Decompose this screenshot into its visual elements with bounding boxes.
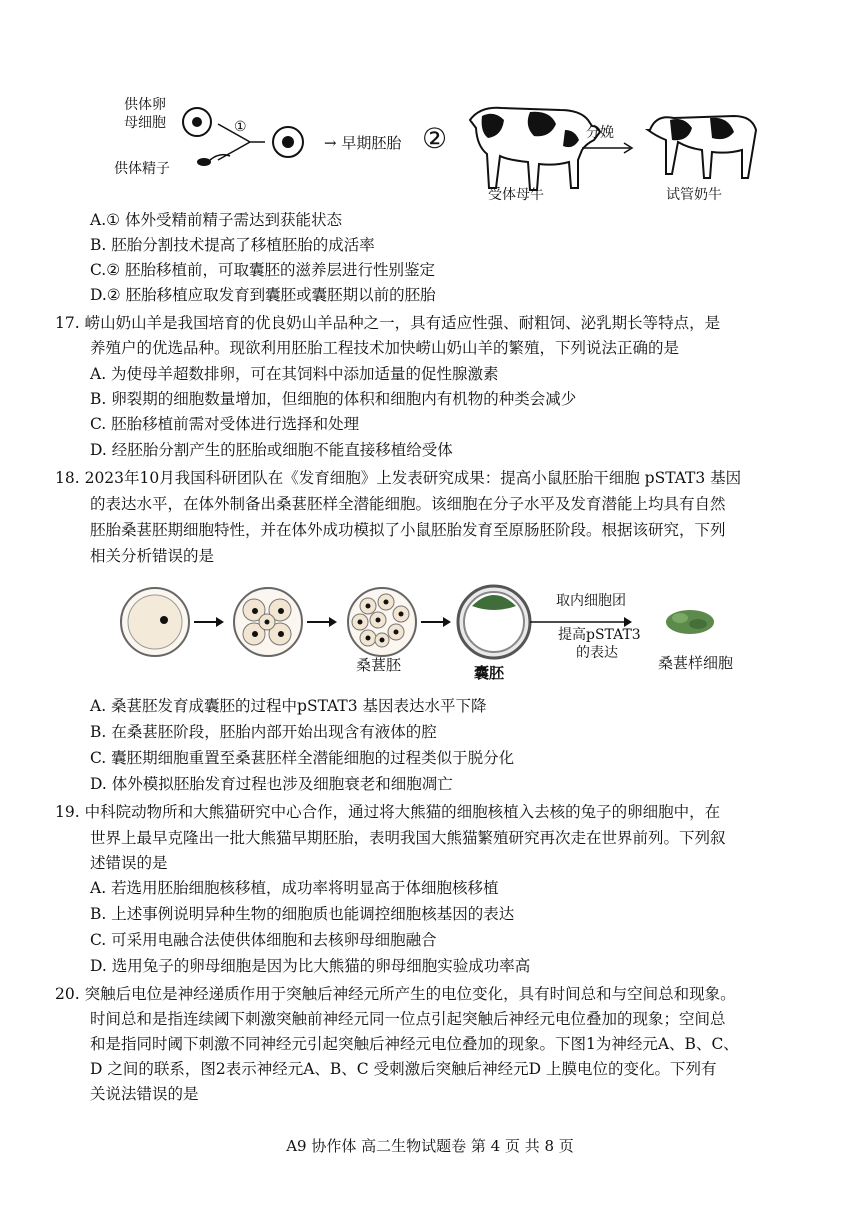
q18-option-b: B. 在桑葚胚阶段，胚胎内部开始出现含有液体的腔	[90, 723, 437, 741]
q17-option-a: A. 为使母羊超数排卵，可在其饲料中添加适量的促性腺激素	[90, 365, 499, 383]
label-donor-egg-1: 供体卵	[124, 97, 166, 113]
raise-pstat3-label: 提高pSTAT3	[558, 627, 641, 643]
q18-stem-2: 的表达水平，在体外制备出桑葚胚样全潜能细胞。该细胞在分子水平及发育潜能上均具有自然	[90, 495, 726, 513]
blastocyst-label: 囊胚	[474, 664, 505, 682]
test-tube-cow-label: 试管奶牛	[666, 187, 722, 203]
q18-option-a: A. 桑葚胚发育成囊胚的过程中pSTAT3 基因表达水平下降	[90, 697, 487, 715]
step1-label: ①	[234, 119, 247, 135]
take-icm-label: 取内细胞团	[556, 593, 626, 609]
morula-label: 桑葚胚	[356, 656, 402, 674]
embryo-stages-svg	[110, 580, 790, 690]
q16-option-a: A.① 体外受精前精子需达到获能状态	[90, 211, 342, 229]
q18-option-c: C. 囊胚期细胞重置至桑葚胚样全潜能细胞的过程类似于脱分化	[90, 749, 515, 767]
expression-label: 的表达	[576, 645, 618, 661]
q19-option-a: A. 若选用胚胎细胞核移植，成功率将明显高于体细胞核移植	[90, 879, 499, 897]
step2-label: ②	[422, 122, 448, 155]
q20-stem-1: 20. 突触后电位是神经递质作用于突触后神经元所产生的电位变化，具有时间总和与空间总和现象。	[55, 985, 736, 1003]
label-donor-egg-2: 母细胞	[124, 115, 166, 131]
zygote-stage-icon	[121, 588, 189, 656]
early-embryo-label: → 早期胚胎	[324, 134, 402, 152]
birth-label: 分娩	[586, 125, 614, 141]
q17-option-d: D. 经胚胎分割产生的胚胎或细胞不能直接移植给受体	[90, 441, 453, 459]
morula-like-label: 桑葚样细胞	[658, 654, 734, 672]
q17-option-c: C. 胚胎移植前需对受体进行选择和处理	[90, 415, 360, 433]
q18-option-d: D. 体外模拟胚胎发育过程也涉及细胞衰老和细胞凋亡	[90, 775, 453, 793]
blastocyst-stage-icon	[458, 586, 530, 658]
zygote-icon	[273, 127, 303, 157]
q17-stem-2: 养殖户的优选品种。现欲利用胚胎工程技术加快崂山奶山羊的繁殖，下列说法正确的是	[90, 339, 680, 357]
embryo-development-figure	[110, 580, 790, 690]
q20-stem-3: 和是指同时阈下刺激不同神经元引起突触后神经元电位叠加的现象。下图1为神经元A、B、C、	[90, 1035, 739, 1053]
q19-stem-2: 世界上最早克隆出一批大熊猫早期胚胎，表明我国大熊猫繁殖研究再次走在世界前列。下列叙	[90, 829, 726, 847]
q17-option-b: B. 卵裂期的细胞数量增加，但细胞的体积和细胞内有机物的种类会减少	[90, 390, 577, 408]
egg-cell-icon	[183, 108, 211, 136]
test-tube-cow-icon	[648, 116, 756, 178]
q18-stem-3: 胚胎桑葚胚期细胞特性，并在体外成功模拟了小鼠胚胎发育至原肠胚阶段。根据该研究，下列	[90, 521, 726, 539]
q20-stem-4: D 之间的联系，图2表示神经元A、B、C 受刺激后突触后神经元D 上膜电位的变化。下列有	[90, 1060, 717, 1078]
q16-option-b: B. 胚胎分割技术提高了移植胚胎的成活率	[90, 236, 375, 254]
recipient-cow-label: 受体母牛	[488, 187, 544, 203]
q20-stem-2: 时间总和是指连续阈下刺激突触前神经元同一位点引起突触后神经元电位叠加的现象；空间总	[90, 1010, 726, 1028]
morula-stage-icon	[348, 588, 416, 656]
morula-like-cell-cluster-icon	[666, 610, 714, 634]
q18-stem-1: 18. 2023年10月我国科研团队在《发育细胞》上发表研究成果：提高小鼠胚胎干细胞 pSTAT3 基因	[55, 469, 742, 487]
q19-stem-1: 19. 中科院动物所和大熊猫研究中心合作，通过将大熊猫的细胞核植入去核的兔子的卵细胞中，在	[55, 803, 721, 821]
q19-option-b: B. 上述事例说明异种生物的细胞质也能调控细胞核基因的表达	[90, 905, 515, 923]
q16-option-d: D.② 胚胎移植应取发育到囊胚或囊胚期以前的胚胎	[90, 286, 436, 304]
q19-option-c: C. 可采用电融合法使供体细胞和去核卵母细胞融合	[90, 931, 437, 949]
recipient-cow-icon	[470, 108, 600, 190]
label-donor-sperm: 供体精子	[114, 161, 170, 177]
ivf-figure	[110, 90, 770, 210]
q19-stem-3: 述错误的是	[90, 854, 168, 872]
q20-stem-5: 关说法错误的是	[90, 1085, 199, 1103]
page-footer: A9 协作体 高二生物试题卷 第 4 页 共 8 页	[286, 1137, 574, 1155]
q17-stem-1: 17. 崂山奶山羊是我国培育的优良奶山羊品种之一，具有适应性强、耐粗饲、泌乳期长等特点，是	[55, 314, 721, 332]
cleavage-stage-icon	[234, 588, 302, 656]
q19-option-d: D. 选用兔子的卵母细胞是因为比大熊猫的卵母细胞实验成功率高	[90, 957, 531, 975]
q18-stem-4: 相关分析错误的是	[90, 547, 215, 565]
q16-option-c: C.② 胚胎移植前，可取囊胚的滋养层进行性别鉴定	[90, 261, 436, 279]
